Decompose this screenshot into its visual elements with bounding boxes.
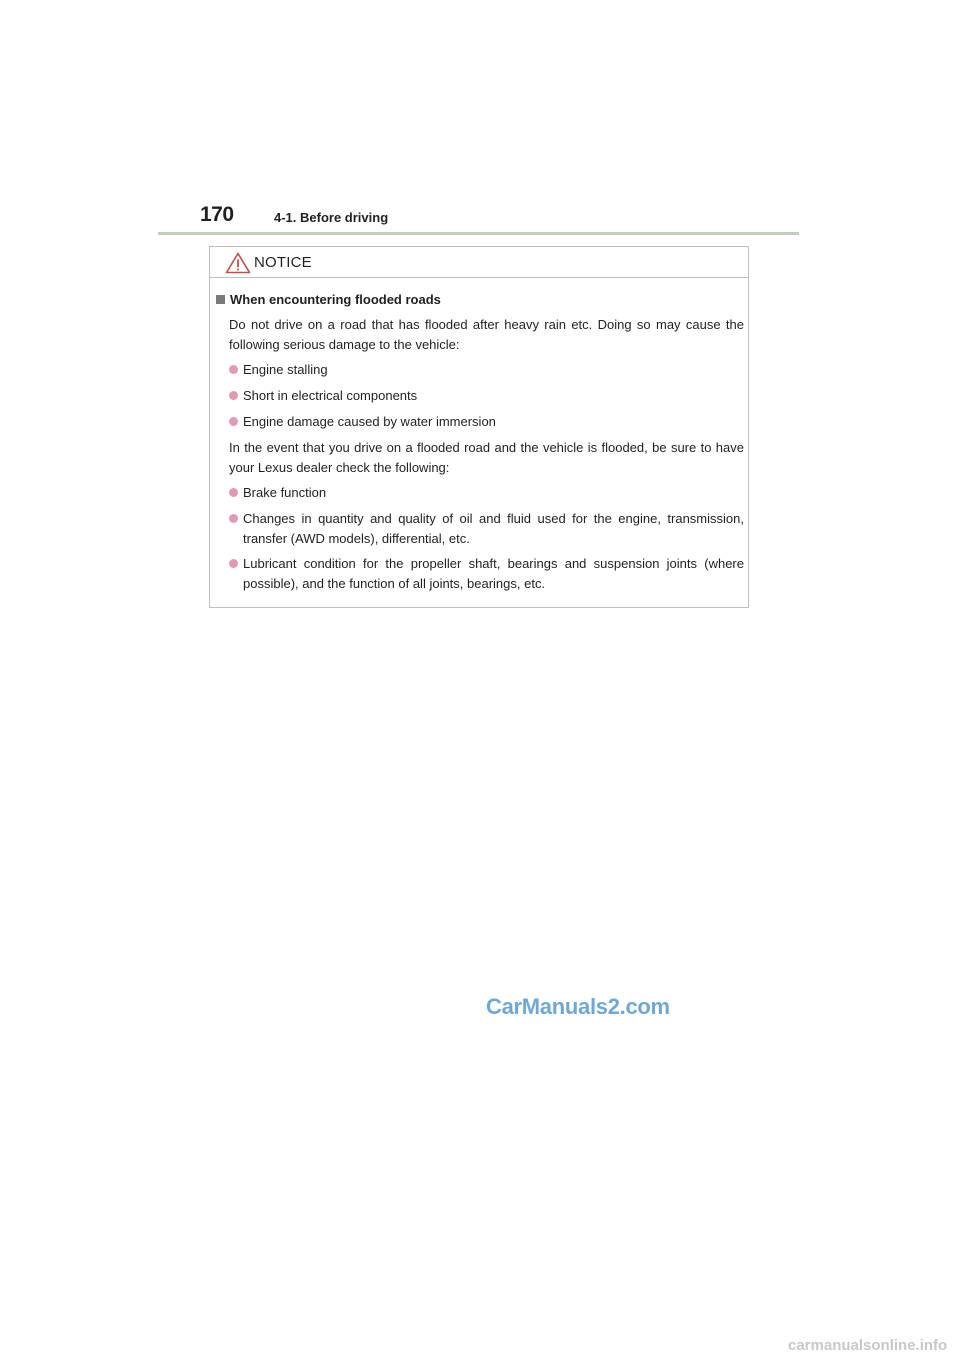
- list-item-text: Short in electrical components: [243, 388, 418, 403]
- list-item: [229, 483, 744, 503]
- bullet-dot-icon: [229, 559, 238, 568]
- intro-paragraph: Do not drive on a road that has flooded after heavy rain etc. Doing so may cause the following serious damage to the vehicle:: [229, 317, 744, 352]
- followup-paragraph: In the event that you drive on a flooded road and the vehicle is flooded, be sure to have your Lexus dealer check the following:: [229, 440, 744, 475]
- list-item: [229, 360, 744, 380]
- page-number: 170: [200, 203, 234, 226]
- list-item: [229, 509, 744, 548]
- footer-watermark: carmanualsonline.info: [788, 1337, 948, 1354]
- notice-box: [209, 246, 749, 608]
- list-item-text: Engine stalling: [243, 362, 328, 377]
- list-item: [229, 386, 744, 406]
- center-watermark: CarManuals2.com: [486, 994, 670, 1019]
- list-item-text: Brake function: [243, 485, 327, 500]
- list-item: [229, 554, 744, 593]
- notice-heading-text: When encountering flooded roads: [230, 292, 441, 307]
- header-rule: [158, 232, 799, 235]
- square-bullet-icon: [216, 295, 225, 304]
- list-item-text: Changes in quantity and quality of oil and fluid used for the engine, transmission, transfer (AWD models), differential, etc.: [243, 511, 744, 546]
- section-title: 4-1. Before driving: [274, 210, 389, 225]
- notice-heading: [216, 292, 441, 307]
- notice-label: NOTICE: [254, 254, 312, 271]
- list-item-text: Engine damage caused by water immersion: [243, 414, 496, 429]
- bullet-dot-icon: [229, 417, 238, 426]
- bullet-dot-icon: [229, 365, 238, 374]
- bullet-dot-icon: [229, 391, 238, 400]
- list-item: [229, 412, 744, 432]
- bullet-dot-icon: [229, 514, 238, 523]
- notice-header: [210, 247, 748, 278]
- bullet-dot-icon: [229, 488, 238, 497]
- warning-triangle-icon: [225, 252, 251, 274]
- list-item-text: Lubricant condition for the propeller shaft, bearings and suspension joints (where possible), and the function of all joints, bearings, etc.: [243, 556, 744, 591]
- page-header: [158, 200, 799, 236]
